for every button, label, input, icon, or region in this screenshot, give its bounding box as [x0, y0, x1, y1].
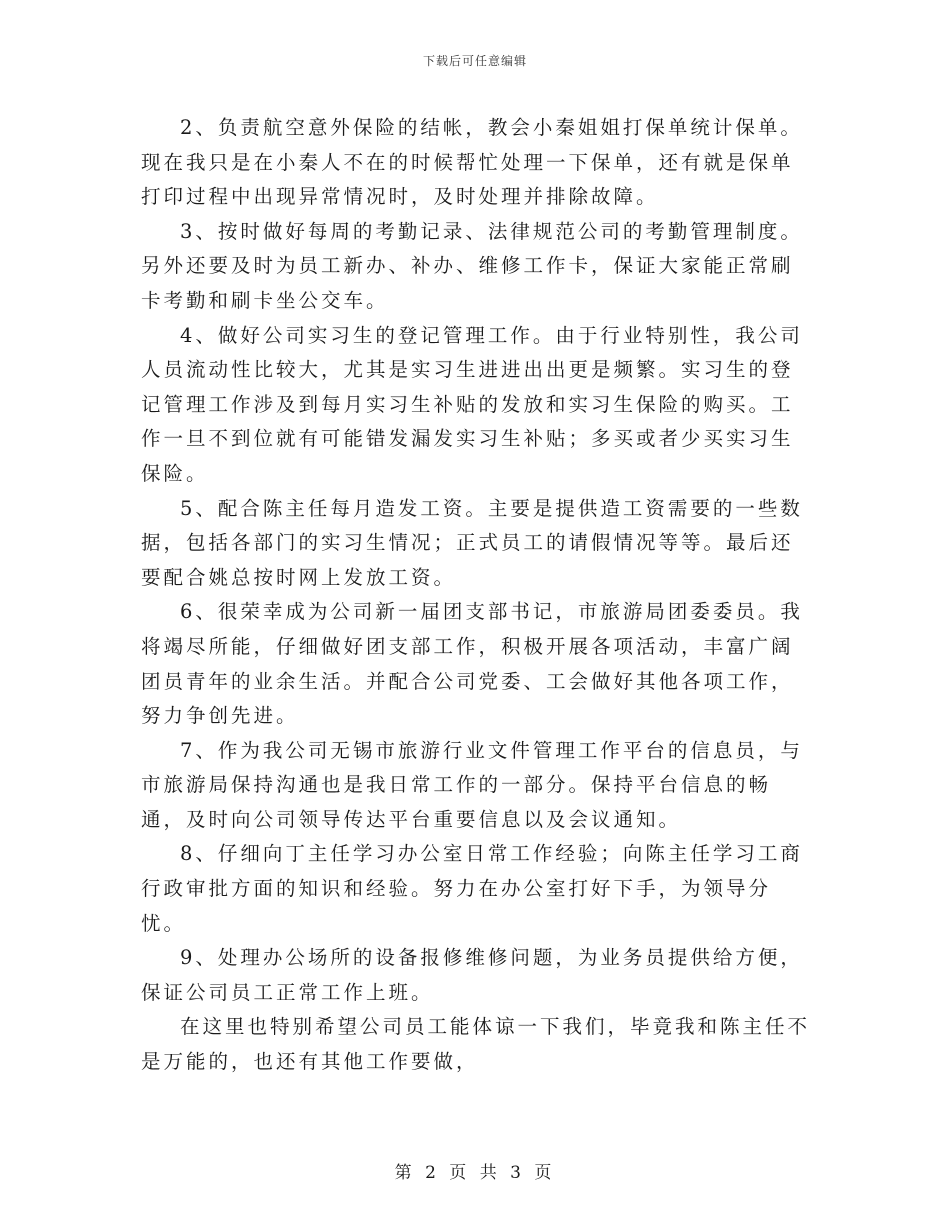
paragraph-item-9: 9、处理办公场所的设备报修维修问题，为业务员提供给方便，保证公司员工正常工作上班。 — [141, 946, 803, 1004]
page-header: 下载后可任意编辑 — [422, 54, 527, 68]
paragraph-item-4: 4、做好公司实习生的登记管理工作。由于行业特别性，我公司人员流动性比较大，尤其是实习生进进出出更是频繁。实习生的登记管理工作涉及到每月实习生补贴的发放和实习生保险的购买。工作一旦不到位就有可能错发漏发实习生补贴；多买或者少买实习生保险。 — [141, 323, 803, 485]
paragraph-item-3: 3、按时做好每周的考勤记录、法律规范公司的考勤管理制度。另外还要及时为员工新办、补办、维修工作卡，保证大家能正常刷卡考勤和刷卡坐公交车。 — [141, 219, 803, 312]
paragraph-item-7: 7、作为我公司无锡市旅游行业文件管理工作平台的信息员，与市旅游局保持沟通也是我日常工作的一部分。保持平台信息的畅通，及时向公司领导传达平台重要信息以及会议通知。 — [141, 738, 803, 831]
page-number-footer: 第 2 页 共 3 页 — [394, 1163, 556, 1183]
paragraph-item-5: 5、配合陈主任每月造发工资。主要是提供造工资需要的一些数据，包括各部门的实习生情况；正式员工的请假情况等等。最后还要配合姚总按时网上发放工资。 — [141, 496, 803, 589]
paragraph-closing: 在这里也特别希望公司员工能体谅一下我们，毕竟我和陈主任不是万能的，也还有其他工作要做， — [141, 1015, 811, 1074]
paragraph-item-2: 2、负责航空意外保险的结帐，教会小秦姐姐打保单统计保单。现在我只是在小秦人不在的时候帮忙处理一下保单，还有就是保单打印过程中出现异常情况时，及时处理并排除故障。 — [141, 116, 803, 209]
document-body — [141, 111, 811, 1080]
paragraph-item-8: 8、仔细向丁主任学习办公室日常工作经验；向陈主任学习工商行政审批方面的知识和经验。努力在办公室打好下手，为领导分忧。 — [141, 842, 803, 935]
paragraph-item-6: 6、很荣幸成为公司新一届团支部书记，市旅游局团委委员。我将竭尽所能，仔细做好团支部工作，积极开展各项活动，丰富广阔团员青年的业余生活。并配合公司党委、工会做好其他各项工作，努力争创先进。 — [141, 600, 803, 728]
